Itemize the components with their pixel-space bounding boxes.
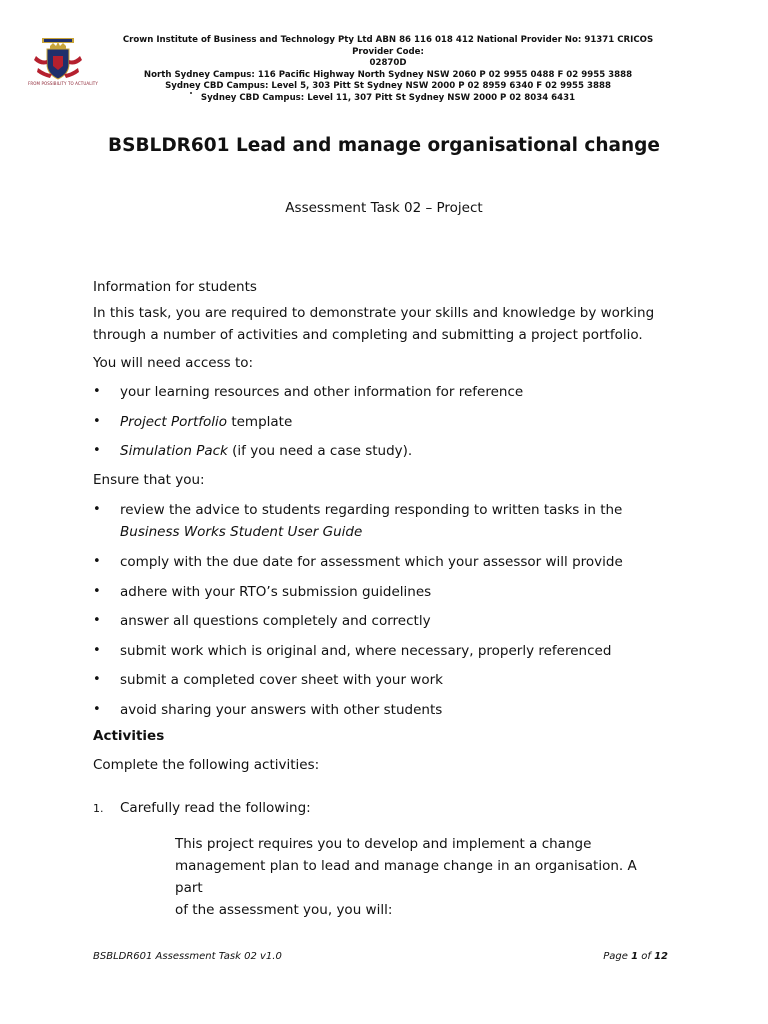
list-item: • submit work which is original and, where necessary, properly referenced bbox=[93, 640, 693, 662]
list-item: • adhere with your RTO’s submission guidelines bbox=[93, 581, 693, 603]
header-line-3: North Sydney Campus: 116 Pacific Highway North Sydney NSW 2060 P 02 9955 0488 F 02 9955 3888 bbox=[143, 69, 633, 80]
assessment-task-title: Assessment Task 02 – Project bbox=[285, 200, 483, 216]
information-heading: Information for students bbox=[93, 279, 257, 295]
item-text: Carefully read the following: bbox=[120, 800, 311, 816]
list-item: • avoid sharing your answers with other students bbox=[93, 699, 693, 721]
bullet-icon: • bbox=[93, 672, 101, 687]
header-line-1: Crown Institute of Business and Technology Pty Ltd ABN 86 116 018 412 National Provider No: 91371 CRICOS Provider Code: bbox=[122, 35, 654, 57]
footer-page-number: Page 1 of 12 bbox=[603, 951, 668, 962]
activities-subheading: Complete the following activities: bbox=[93, 757, 320, 773]
list-item: • submit a completed cover sheet with your work bbox=[93, 669, 693, 691]
bullet-icon: • bbox=[93, 613, 101, 628]
access-list bbox=[93, 381, 693, 462]
activity-paragraph bbox=[175, 833, 655, 921]
activities-heading: Activities bbox=[93, 728, 165, 744]
list-item: • Simulation Pack (if you need a case study). bbox=[93, 440, 693, 462]
intro-line-1: In this task, you are required to demonstrate your skills and knowledge by working bbox=[93, 305, 655, 321]
ensure-list bbox=[93, 499, 693, 721]
paragraph-line: This project requires you to develop and implement a change bbox=[175, 836, 592, 852]
header-line-2: 02870D bbox=[369, 58, 407, 69]
list-item: • answer all questions completely and correctly bbox=[93, 610, 693, 632]
list-item: • comply with the due date for assessment which your assessor will provide bbox=[93, 551, 693, 573]
list-item: • Project Portfolio template bbox=[93, 411, 693, 433]
institute-header bbox=[118, 35, 658, 105]
bullet-icon: • bbox=[93, 701, 101, 717]
activity-item-1 bbox=[93, 797, 311, 820]
item-number: 1. bbox=[93, 802, 104, 815]
list-item: • review the advice to students regarding responding to written tasks in the Business Works Student User Guide bbox=[93, 499, 693, 543]
document-title: BSBLDR601 Lead and manage organisational change bbox=[108, 135, 660, 156]
logo-tagline: FROM POSSIBILITY TO ACTUALITY bbox=[28, 81, 98, 86]
bullet-icon: • bbox=[93, 502, 101, 517]
header-line-5: Sydney CBD Campus: Level 11, 307 Pitt St Sydney NSW 2000 P 02 8034 6431 bbox=[200, 92, 576, 103]
paragraph-line: management plan to lead and manage change in an organisation. A part bbox=[175, 858, 637, 896]
bullet-icon: • bbox=[93, 554, 101, 569]
bullet-icon: • bbox=[93, 443, 101, 458]
intro-paragraph bbox=[93, 302, 693, 346]
header-line-4: Sydney CBD Campus: Level 5, 303 Pitt St Sydney NSW 2000 P 02 8959 6340 F 02 9955 3888 bbox=[165, 81, 611, 92]
bullet-icon: • bbox=[93, 384, 101, 399]
paragraph-line: of the assessment you, you will: bbox=[175, 902, 393, 918]
header-divider-dot bbox=[190, 92, 192, 94]
intro-line-2: through a number of activities and completing and submitting a project portfolio. bbox=[93, 327, 643, 343]
access-heading: You will need access to: bbox=[93, 355, 254, 371]
bullet-icon: • bbox=[93, 583, 101, 599]
list-item: • your learning resources and other information for reference bbox=[93, 381, 693, 403]
bullet-icon: • bbox=[93, 413, 101, 429]
bullet-icon: • bbox=[93, 642, 101, 658]
ensure-heading: Ensure that you: bbox=[93, 472, 205, 488]
footer-document-id: BSBLDR601 Assessment Task 02 v1.0 bbox=[93, 951, 282, 962]
